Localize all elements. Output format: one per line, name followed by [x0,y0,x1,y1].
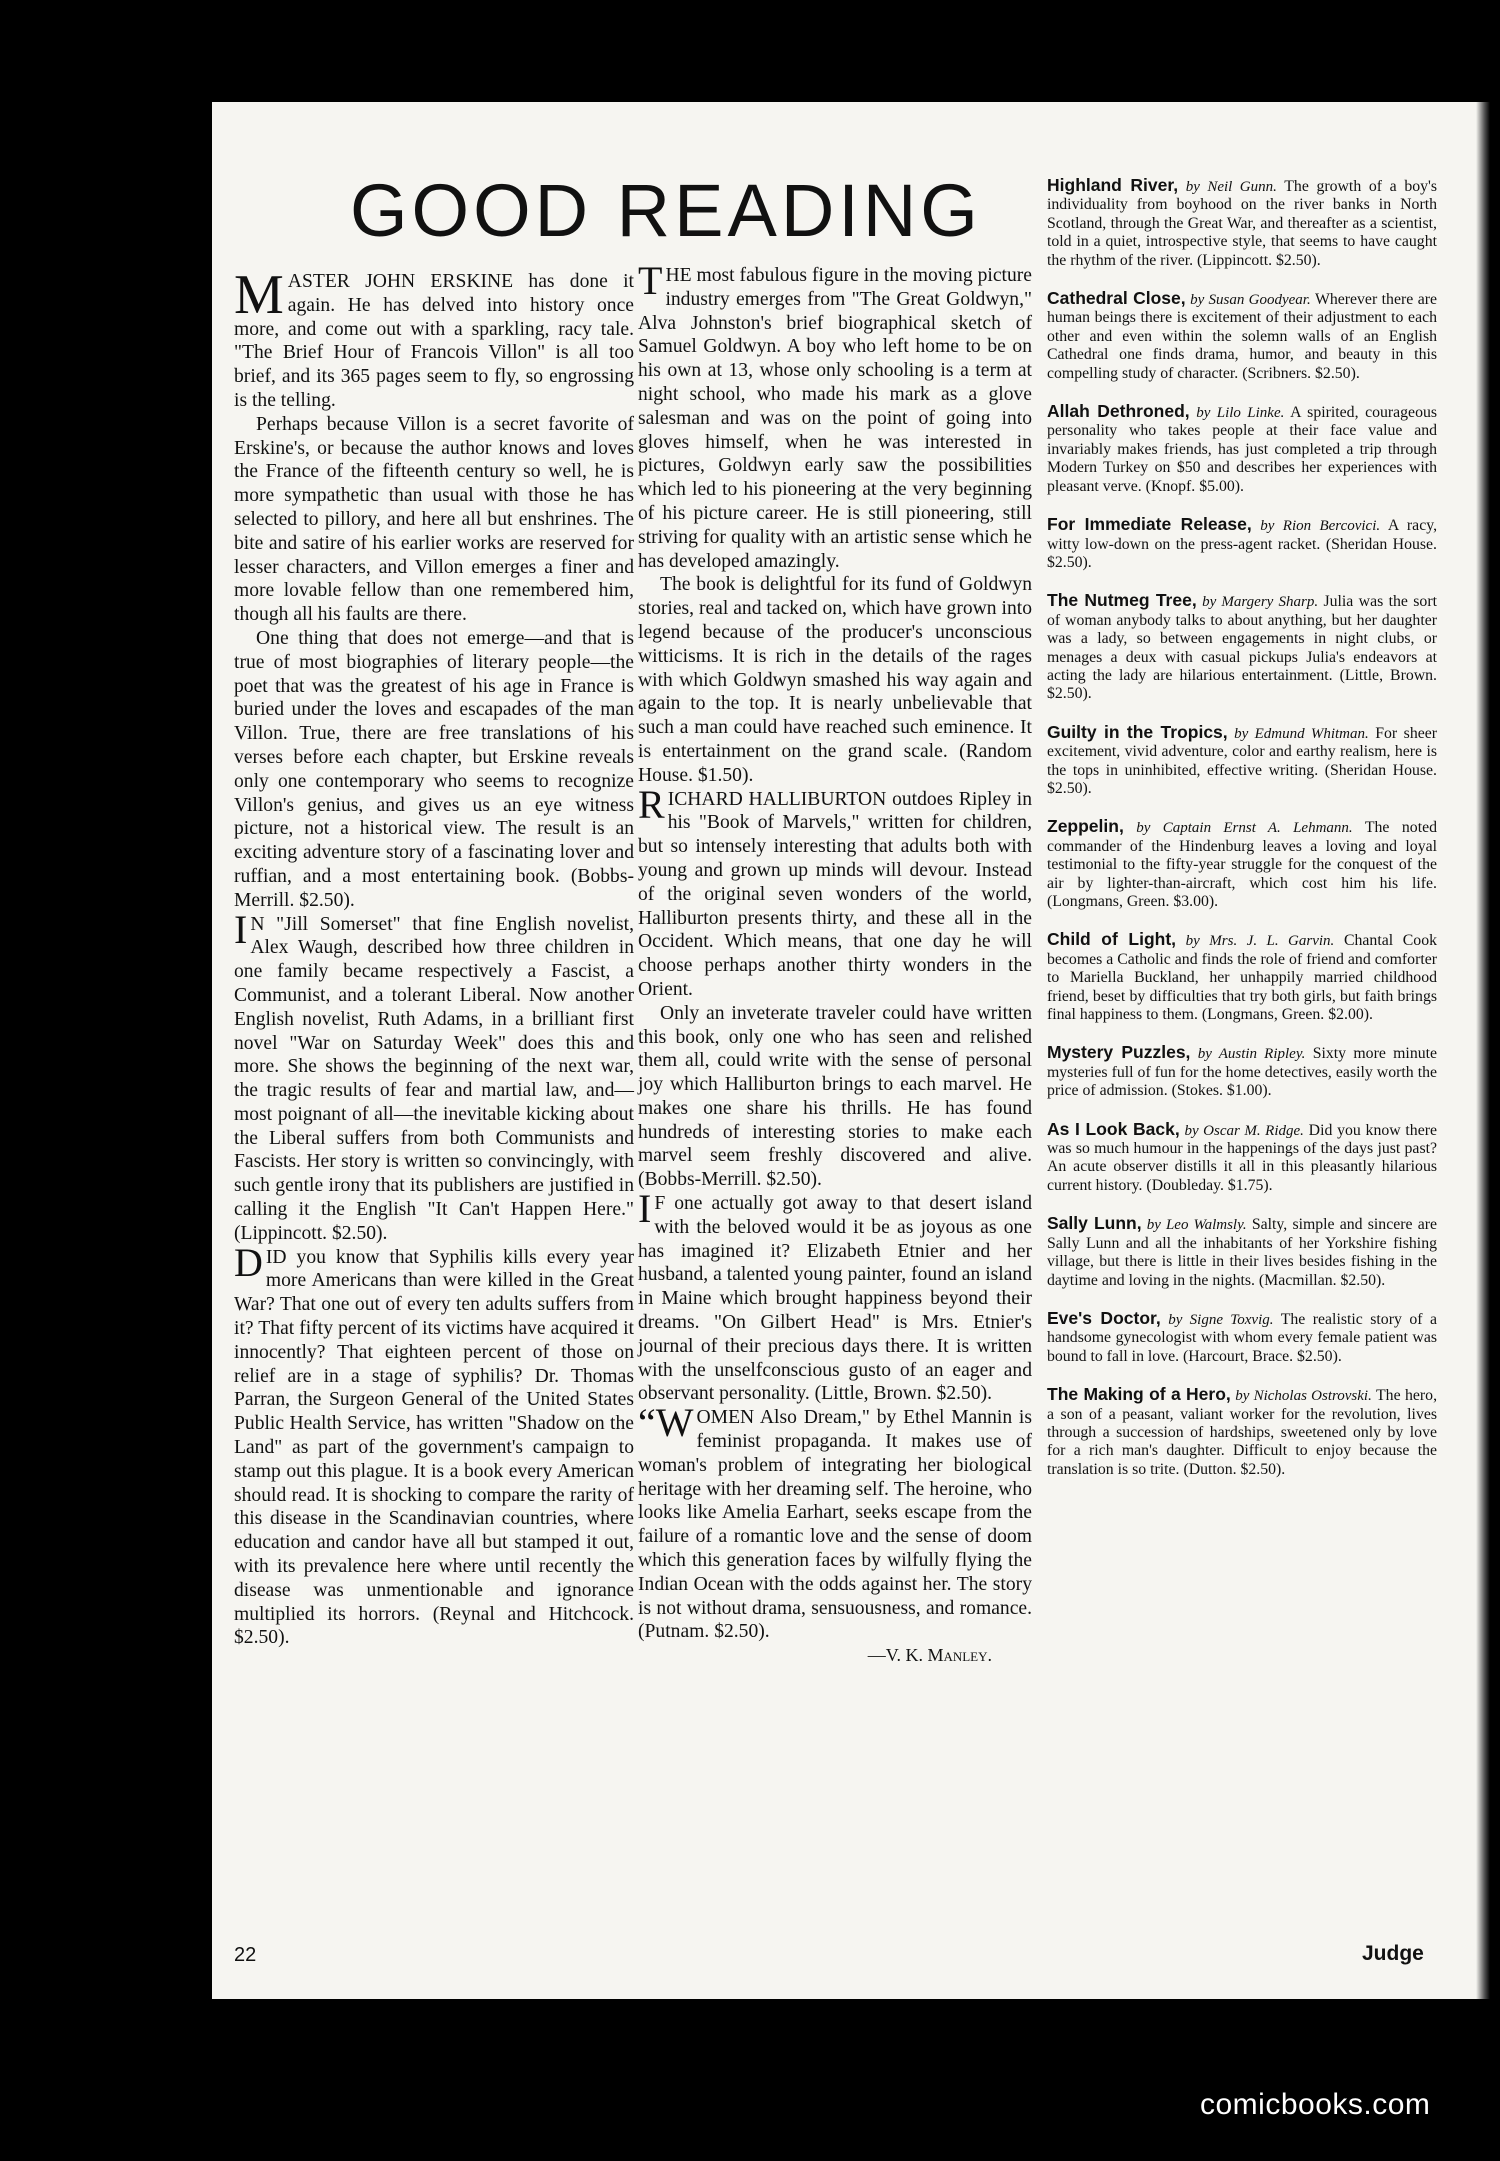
magazine-name: Judge [1362,1942,1424,1965]
author-byline: —V. K. Manley. [867,1645,992,1666]
short-review-text [1047,930,1437,1024]
review-goldwyn-p2: The book is delightful for its fund of Goldwyn stories, real and tacked on, which have grown into legend because of the producer's unconscious witticisms. It is rich in the details of the rages with which Goldwyn smashed his way again and again to the top. It is nearly unbelievable that such a man could have reached such eminence. It is entertainment on the grand scale. (Random House. $1.50). [638,574,1032,786]
book-title: Cathedral Close, [1047,288,1186,309]
review-body: Sixty more minute mysteries full of fun for the home detectives, easily worth the price of admission. (Stokes. $1.00). [1047,1045,1438,1100]
review-body: The growth of a boy's individuality from boyhood on the river banks in North Scotland, through the Great War, and thereafter as a scientist, told in a quiet, introspective style, that seems to have caught the rhythm of the river. (Lippincott. $2.50). [1047,178,1438,269]
drop-cap: I [638,1186,652,1232]
review-body: The hero, a son of a peasant, valiant worker for the revolution, lives through a succession of hardships, sweetened only by love for a rich man's daughter. Difficult to enjoy because the translation is so trite. (Dutton. $2.50). [1047,1387,1438,1478]
book-title: The Making of a Hero, [1047,1384,1231,1405]
review-body: Wherever there are human beings there is excitement of their adjustment to each other and even within the solemn walls of an English Cathedral one finds drama, humor, and beauty in this compelling study of character. (Scribners. $2.50). [1047,291,1438,382]
short-review-entry [1047,1214,1437,1290]
book-author: by Margery Sharp. [1202,594,1319,611]
drop-cap: R [638,781,665,827]
short-review-text [1047,176,1437,270]
review-body: Salty, simple and sincere are Sally Lunn and all the inhabitants of her Yorkshire fishing village, but there is little in their lives besides fishing in the daytime and loving in the nights. (Macmillan. $2.50). [1047,1216,1437,1289]
book-author: by Captain Ernst A. Lehmann. [1136,820,1353,837]
book-title: Mystery Puzzles, [1047,1042,1191,1063]
review-erskine-p3: One thing that does not emerge—and that is true of most biographies of literary people—the poet that was the greatest of his age in France is buried under the loves and escapades of the man Villon. True, there are free translations of his verses before each chapter, but Erskine reveals only one contemporary who seems to recognize Villon's genius, and gives us an eye witness picture, not a historical view. The result is an exciting adventure story of a fascinating lover and ruffian, and a most entertaining book. (Bobbs-Merrill. $2.50). [234,627,634,911]
book-title: Sally Lunn, [1047,1213,1142,1234]
book-title: Guilty in the Tropics, [1047,721,1228,742]
book-title: As I Look Back, [1047,1118,1180,1139]
review-body: A racy, witty low-down on the press-agent racket. (Sheridan House. $2.50). [1047,517,1438,571]
magazine-page [212,102,1490,1999]
review-body: The realistic story of a handsome gynecologist with whom every female patient was bound to fall in love. (Harcourt, Brace. $2.50). [1047,1310,1438,1365]
book-author: by Nicholas Ostrovski. [1235,1388,1372,1405]
short-review-text [1047,1120,1437,1196]
page-title: GOOD READING [350,169,982,252]
short-review-entry [1047,1043,1437,1100]
book-title: For Immediate Release, [1047,514,1252,535]
drop-cap: T [638,258,663,303]
review-body: A spirited, courageous personality who takes people at their face value and invariably makes friends, has just completed a trip through Modern Turkey on $50 and describes her experiences with pleasant verve. (Knopf. $5.00). [1047,404,1438,495]
review-goldwyn-p1: THE most fabulous figure in the moving picture industry emerges from "The Great Goldwyn," Alva Johnston's brief biographical sketch of Samuel Goldwyn. A boy who left home to be on his own at 13, whose only schooling is a term at night school, who made his mark as a glove salesman and was on the point of going into gloves himself, when he was interested in pictures, Goldwyn early saw the possibilities which led to his pioneering at the very beginning of his picture career. He is still pioneering, still striving for quality with an artistic sense which he has developed amazingly. [638,258,1032,572]
short-review-text [1047,402,1437,496]
review-erskine-p2: Perhaps because Villon is a secret favorite of Erskine's, or because the author knows and loves the France of the fifteenth century so well, he is more sympathetic than usual with those he has selected to pillory, and here all but enshrines. The bite and satire of his earlier works are reserved for lesser characters, and Villon emerges a finer and more lovable fellow than one remembered him, though all his faults are there. [234,413,634,626]
short-review-text [1047,1385,1437,1479]
short-review-text [1047,515,1437,572]
page-number: 22 [234,1944,257,1966]
short-review-text [1047,723,1437,799]
review-halliburton-p2: Only an inveterate traveler could have written this book, only one who has seen and relished them all, could write with the sense of personal joy which Halliburton brings to each marvel. He makes one share his thrills. He has found hundreds of interesting stories to make each marvel seem freshly discovered and alive. (Bobbs-Merrill. $2.50). [638,1002,1032,1191]
drop-cap: M [234,264,284,326]
column-left [234,264,634,1650]
short-review-text [1047,817,1437,911]
column-middle [638,258,1032,1668]
short-review-text [1047,1214,1437,1290]
review-body: Chantal Cook becomes a Catholic and finds the role of friend and comforter to Mariella Buckland, her unhappily married childhood friend, beset by difficulties that try both girls, but faith brings final happiness to them. (Longmans, Green. $2.00). [1047,932,1437,1024]
short-review-entry [1047,1309,1437,1366]
book-author: by Austin Ripley. [1197,1046,1306,1063]
drop-cap: I [234,906,248,952]
book-author: by Oscar M. Ridge. [1184,1122,1304,1139]
short-review-entry [1047,176,1437,270]
book-author: by Leo Walmsly. [1146,1217,1247,1234]
short-review-text [1047,1043,1437,1100]
book-title: The Nutmeg Tree, [1047,590,1197,611]
short-review-entry [1047,402,1437,496]
review-body: Julia was the sort of woman anybody talks to about anything, but her daughter was a lady, so between engagements in night clubs, or menages a deux with casual pickups Julia's endeavors at acting the lady are hilarious entertainment. (Little, Brown. $2.50). [1047,593,1437,703]
book-title: Child of Light, [1047,929,1177,950]
book-title: Allah Dethroned, [1047,401,1190,422]
book-author: by Mrs. J. L. Garvin. [1185,933,1335,950]
short-review-entry [1047,289,1437,383]
book-author: by Neil Gunn. [1185,179,1277,195]
short-review-entry [1047,723,1437,799]
short-review-entry [1047,591,1437,703]
review-body: For sheer excitement, vivid adventure, color and earthy realism, here is the tops in uninhibited, effective writing. (Sheridan House. $2.50). [1047,724,1437,797]
review-body: The noted commander of the Hindenburg leaves a loving and loyal testimonial to the fifty-year struggle for the conquest of the air by lighter-than-aircraft, which cost him his life. (Longmans, Green. $3.00). [1047,819,1437,910]
review-erskine-p1: MASTER JOHN ERSKINE has done it again. He has delved into history once more, and come out with a sparkling, racy tale. "The Brief Hour of Francois Villon" is all too brief, and its 365 pages seem to fly, so engrossing is the telling. [234,264,634,411]
review-body: Did you know there was so much humour in the happenings of the days just past? An acute observer distills it all in this pleasantly hilarious current history. (Doubleday. $1.75). [1047,1121,1437,1194]
book-title: Zeppelin, [1047,816,1124,837]
book-title: Highland River, [1047,175,1179,195]
review-etnier: I F one actually got away to that desert island with the beloved would it be as joyous as one has imagined it? Elizabeth Etnier and her husband, a talented young painter, found an island in Maine which brought happiness beyond their dreams. "On Gilbert Head" is Mrs. Etnier's journal of their precious days there. It is written with the unselfconscious gusto of an eager and observant personality. (Little, Brown. $2.50). [638,1186,1032,1405]
review-adams: I N "Jill Somerset" that fine English novelist, Alex Waugh, described how three children in one family became respectively a Fascist, a Communist, and a tolerant Liberal. Now another English novelist, Ruth Adams, in a brilliant first novel "War on Saturday Week" does this and more. She shows the beginning of the next war, the tragic results of fear and martial law, and—most poignant of all—the inevitable kicking about the Liberal suffers from both Communists and Fascists. Her story is written so convincingly, with such gentle irony that its publishers are justified in calling it the English "It Can't Happen Here." (Lippincott. $2.50). [234,906,634,1244]
book-title: Eve's Doctor, [1047,1307,1161,1328]
short-review-entry [1047,1385,1437,1479]
book-author: by Susan Goodyear. [1190,292,1311,309]
drop-cap: D [234,1239,263,1285]
review-mannin: “WOMEN Also Dream," by Ethel Mannin is feminist propaganda. It makes use of woman's problem of integrating her biological heritage with her dreaming self. The heroine, who looks like Amelia Earhart, seeks escape from the failure of a romantic love and the sense of doom which this generation faces by wilfully flying the Indian Ocean with the odds against her. The story is not without drama, sensuousness, and romance. (Putnam. $2.50). [638,1400,1032,1643]
book-author: by Edmund Whitman. [1234,725,1369,742]
page-gutter-edge [1476,102,1490,1999]
short-review-entry [1047,817,1437,911]
short-review-text [1047,591,1437,703]
short-review-entry [1047,515,1437,572]
review-halliburton-p1: RICHARD HALLIBURTON outdoes Ripley in his "Book of Marvels," written for children, but so intensely interesting that adults both with young and grown up minds will devour. Instead of the original seven wonders of the world, Halliburton presents thirty, and these all in the Occident. Which means, that one day he will choose perhaps another thirty wonders in the Orient. [638,781,1032,1000]
short-review-text [1047,289,1437,383]
drop-cap: “W [638,1400,694,1446]
site-watermark: comicbooks.com [1200,2088,1431,2121]
book-author: by Signe Toxvig. [1168,1311,1274,1328]
short-review-entry [1047,1120,1437,1196]
book-author: by Rion Bercovici. [1260,518,1381,535]
book-author: by Lilo Linke. [1196,405,1285,422]
review-parran: DID you know that Syphilis kills every year more Americans than were killed in the Great War? That one out of every ten adults suffers from it? That fifty percent of its victims have acquired it innocently? That eighteen percent of those on relief are in a stage of syphilis? Dr. Thomas Parran, the Surgeon General of the United States Public Health Service, has written "Shadow on the Land" as part of the government's campaign to stamp out this plague. It is a book every American should read. It is shocking to compare the rarity of this disease in the Scandinavian countries, where education and candor have all but stamped it out, with its prevalence here where until recently the disease was unmentionable and ignorance multiplied its horrors. (Reynal and Hitchcock. $2.50). [234,1239,634,1649]
column-right-short-reviews [1047,176,1437,1498]
short-review-entry [1047,930,1437,1024]
short-review-text [1047,1309,1437,1366]
